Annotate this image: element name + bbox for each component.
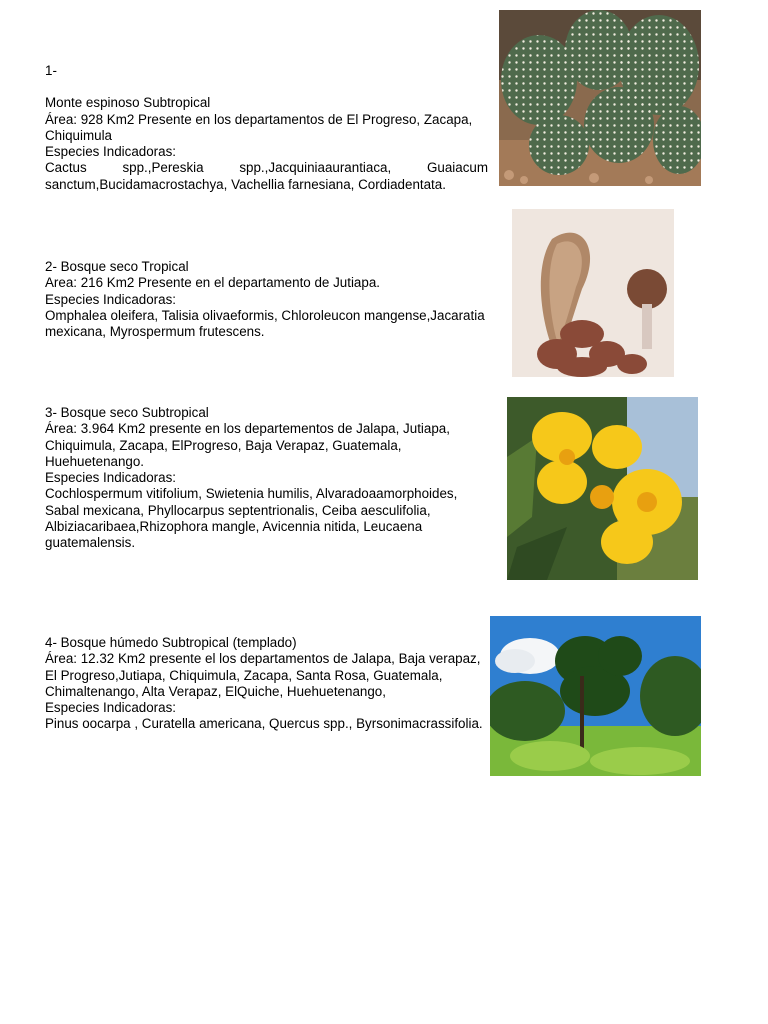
section-1 — [45, 63, 488, 193]
cactus-photo — [499, 10, 701, 186]
section-2 — [45, 259, 488, 340]
species-label: Especies Indicadoras: — [45, 700, 177, 716]
seed-pods-photo — [512, 209, 674, 377]
section-number: 1- — [45, 63, 57, 78]
section-4 — [45, 635, 488, 733]
section-title: 3- Bosque seco Subtropical — [45, 405, 209, 420]
pine-forest-photo — [490, 616, 701, 776]
section-area: Area: 216 Km2 Presente en el departamento de Jutiapa. — [45, 275, 380, 291]
section-area: Área: 3.964 Km2 presente en los departementos de Jalapa, Jutiapa, Chiquimula, Zacapa, ElProgreso, Baja Verapaz, Guatemala, Huehuetenango. — [45, 421, 450, 469]
section-area: Área: 928 Km2 Presente en los departamentos de El Progreso, Zacapa, Chiquimula — [45, 111, 473, 143]
section-title: Monte espinoso Subtropical — [45, 95, 211, 111]
species-list: Pinus oocarpa , Curatella americana, Quercus spp., Byrsonimacrassifolia. — [45, 716, 483, 732]
section-area: Área: 12.32 Km2 presente el los departamentos de Jalapa, Baja verapaz, El Progreso,Jutiapa, Chiquimula, Zacapa, Santa Rosa, Guatemala, Chimaltenango, Alta Verapaz, ElQuiche, Huehuetenango, — [45, 651, 481, 699]
species-list: Omphalea oleifera, Talisia olivaeformis, Chloroleucon mangense,Jacaratia mexicana, Myrospermum frutescens. — [45, 307, 485, 340]
section-title: 4- Bosque húmedo Subtropical (templado) — [45, 635, 297, 650]
species-label: Especies Indicadoras: — [45, 470, 177, 486]
section-title: 2- Bosque seco Tropical — [45, 259, 189, 274]
section-3 — [45, 405, 488, 552]
species-label: Especies Indicadoras: — [45, 291, 177, 307]
species-label: Especies Indicadoras: — [45, 144, 177, 160]
species-list: Cactus spp.,Pereskia spp.,Jacquiniaaurantiaca, Guaiacum sanctum,Bucidamacrostachya, Vachellia farnesiana, Cordiadentata. — [45, 160, 488, 192]
species-list: Cochlospermum vitifolium, Swietenia humilis, Alvaradoaamorphoides, Sabal mexicana, Phyllocarpus septentrionalis, Ceiba aesculifolia, Albiziacaribaea,Rhizophora mangle, Avicennia nitida, Leucaena guatemalensis. — [45, 486, 458, 551]
yellow-flower-photo — [507, 397, 698, 580]
